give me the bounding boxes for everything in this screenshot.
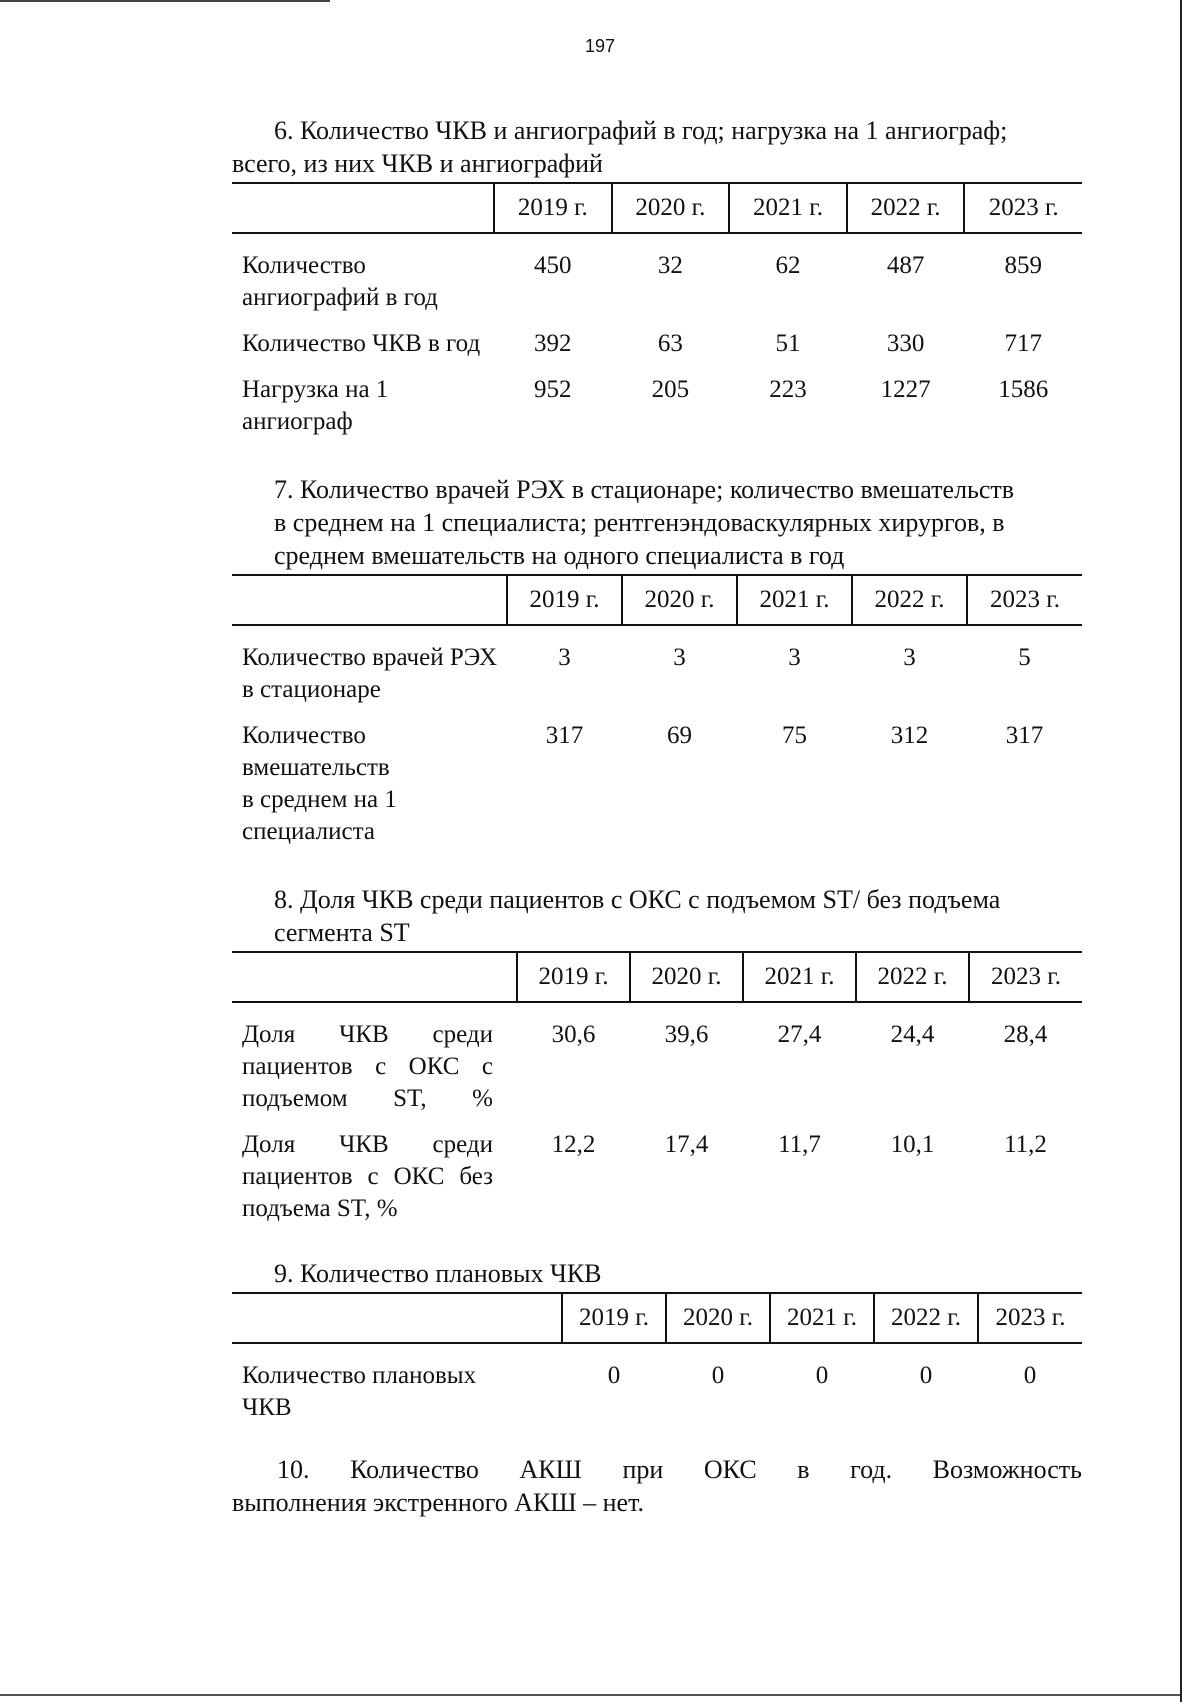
cell-value: 0 bbox=[815, 1362, 829, 1389]
cell-value: 24,4 bbox=[890, 1021, 935, 1048]
cell-value: 0 bbox=[919, 1362, 933, 1389]
column-header: 2022 г. bbox=[847, 183, 965, 233]
header-blank bbox=[232, 575, 507, 625]
row-label: Количество врачей РЭХ в стационаре bbox=[242, 644, 498, 703]
header-blank bbox=[232, 183, 494, 233]
row-label: Нагрузка на 1 ангиограф bbox=[242, 376, 389, 435]
table-row bbox=[232, 1002, 1082, 1121]
table-header-row bbox=[232, 575, 1082, 625]
header-blank bbox=[232, 1293, 562, 1343]
table-header-row bbox=[232, 1293, 1082, 1343]
cell-value: 27,4 bbox=[777, 1021, 822, 1048]
cell-value: 11,2 bbox=[1004, 1131, 1047, 1158]
section-heading: 6. Количество ЧКВ и ангиографий в год; нагрузка на 1 ангиограф; всего, из них ЧКВ и ангиографий bbox=[232, 116, 1008, 178]
row-label: Количество ангиографий в год bbox=[242, 252, 438, 311]
cell-value: 1586 bbox=[998, 376, 1049, 403]
paragraph-10 bbox=[232, 1453, 1082, 1519]
cell-value: 0 bbox=[607, 1362, 621, 1389]
cell-value: 10,1 bbox=[890, 1131, 935, 1158]
column-header: 2020 г. bbox=[612, 183, 730, 233]
scan-edge-top bbox=[0, 0, 330, 2]
cell-value: 28,4 bbox=[1003, 1021, 1048, 1048]
table-row bbox=[232, 233, 1082, 320]
cell-value: 205 bbox=[651, 376, 690, 403]
cell-value: 30,6 bbox=[551, 1021, 596, 1048]
cell-value: 330 bbox=[886, 330, 925, 357]
table-row bbox=[232, 1121, 1082, 1231]
table-row bbox=[232, 366, 1082, 444]
cell-value: 62 bbox=[775, 252, 801, 279]
column-header: 2022 г. bbox=[852, 575, 967, 625]
row-label: Доля ЧКВ среди пациентов с ОКС без подъема ST, % bbox=[242, 1131, 493, 1222]
section-7 bbox=[232, 473, 1082, 854]
cell-value: 63 bbox=[657, 330, 683, 357]
cell-value: 450 bbox=[534, 252, 572, 279]
row-label: Количество вмешательств в среднем на 1 специалиста bbox=[242, 722, 397, 845]
cell-value: 3 bbox=[788, 644, 801, 671]
cell-value: 223 bbox=[769, 376, 807, 403]
cell-value: 392 bbox=[534, 330, 572, 357]
cell-value: 39,6 bbox=[664, 1021, 709, 1048]
table-row bbox=[232, 712, 1082, 854]
cell-value: 5 bbox=[1018, 644, 1031, 671]
cell-value: 69 bbox=[667, 722, 692, 749]
column-header: 2019 г. bbox=[507, 575, 622, 625]
column-header: 2021 г. bbox=[770, 1293, 874, 1343]
scan-edge-right bbox=[1180, 0, 1182, 1702]
cell-value: 32 bbox=[657, 252, 683, 279]
column-header: 2019 г. bbox=[517, 952, 630, 1002]
cell-value: 317 bbox=[545, 722, 584, 749]
column-header: 2023 г. bbox=[978, 1293, 1082, 1343]
cell-value: 859 bbox=[1004, 252, 1042, 279]
table-planned-pci bbox=[232, 1292, 1082, 1430]
column-header: 2023 г. bbox=[967, 575, 1082, 625]
cell-value: 3 bbox=[558, 644, 571, 671]
table-header-row bbox=[232, 952, 1082, 1002]
column-header: 2021 г. bbox=[729, 183, 847, 233]
scan-edge-bottom bbox=[0, 1694, 1180, 1696]
column-header: 2020 г. bbox=[622, 575, 737, 625]
cell-value: 0 bbox=[711, 1362, 725, 1389]
cell-value: 952 bbox=[534, 376, 572, 403]
row-label: Количество ЧКВ в год bbox=[242, 330, 481, 357]
column-header: 2019 г. bbox=[494, 183, 612, 233]
cell-value: 312 bbox=[890, 722, 929, 749]
column-header: 2019 г. bbox=[562, 1293, 666, 1343]
paragraph-line: 10. Количество АКШ при ОКС в год. Возможность bbox=[277, 1455, 1082, 1484]
paragraph-line: выполнения экстренного АКШ – нет. bbox=[232, 1488, 644, 1517]
column-header: 2023 г. bbox=[964, 183, 1082, 233]
cell-value: 1227 bbox=[880, 376, 931, 403]
column-header: 2021 г. bbox=[737, 575, 852, 625]
table-row bbox=[232, 625, 1082, 712]
section-9 bbox=[232, 1257, 1082, 1430]
cell-value: 717 bbox=[1004, 330, 1042, 357]
row-label: Количество плановых ЧКВ bbox=[242, 1362, 477, 1421]
cell-value: 75 bbox=[782, 722, 807, 749]
column-header: 2020 г. bbox=[630, 952, 743, 1002]
section-heading: 8. Доля ЧКВ среди пациентов с ОКС с подъемом ST/ без подъема сегмента ST bbox=[274, 885, 1001, 947]
table-row bbox=[232, 320, 1082, 366]
column-header: 2020 г. bbox=[666, 1293, 770, 1343]
section-heading: 9. Количество плановых ЧКВ bbox=[274, 1259, 602, 1288]
cell-value: 487 bbox=[886, 252, 925, 279]
table-header-row bbox=[232, 183, 1082, 233]
section-6 bbox=[232, 114, 1082, 444]
cell-value: 11,7 bbox=[778, 1131, 821, 1158]
table-rex-doctors bbox=[232, 574, 1082, 854]
cell-value: 0 bbox=[1023, 1362, 1037, 1389]
table-pci-share bbox=[232, 951, 1082, 1231]
column-header: 2023 г. bbox=[969, 952, 1082, 1002]
column-header: 2022 г. bbox=[874, 1293, 978, 1343]
cell-value: 51 bbox=[775, 330, 801, 357]
table-angiography bbox=[232, 182, 1082, 444]
cell-value: 3 bbox=[673, 644, 686, 671]
table-row bbox=[232, 1343, 1082, 1430]
cell-value: 3 bbox=[903, 644, 916, 671]
cell-value: 12,2 bbox=[551, 1131, 596, 1158]
cell-value: 317 bbox=[1005, 722, 1044, 749]
section-heading: 7. Количество врачей РЭХ в стационаре; количество вмешательств в среднем на 1 специалиста; рентгенэндоваскулярных хирургов, в среднем вмешательств на одного специалиста в год bbox=[274, 475, 1015, 570]
page-number: 197 bbox=[584, 36, 616, 56]
header-blank bbox=[232, 952, 517, 1002]
cell-value: 17,4 bbox=[664, 1131, 709, 1158]
column-header: 2022 г. bbox=[856, 952, 969, 1002]
column-header: 2021 г. bbox=[743, 952, 856, 1002]
section-8 bbox=[232, 883, 1082, 1231]
row-label: Доля ЧКВ среди пациентов с ОКС с подъемом ST, % bbox=[242, 1021, 493, 1112]
